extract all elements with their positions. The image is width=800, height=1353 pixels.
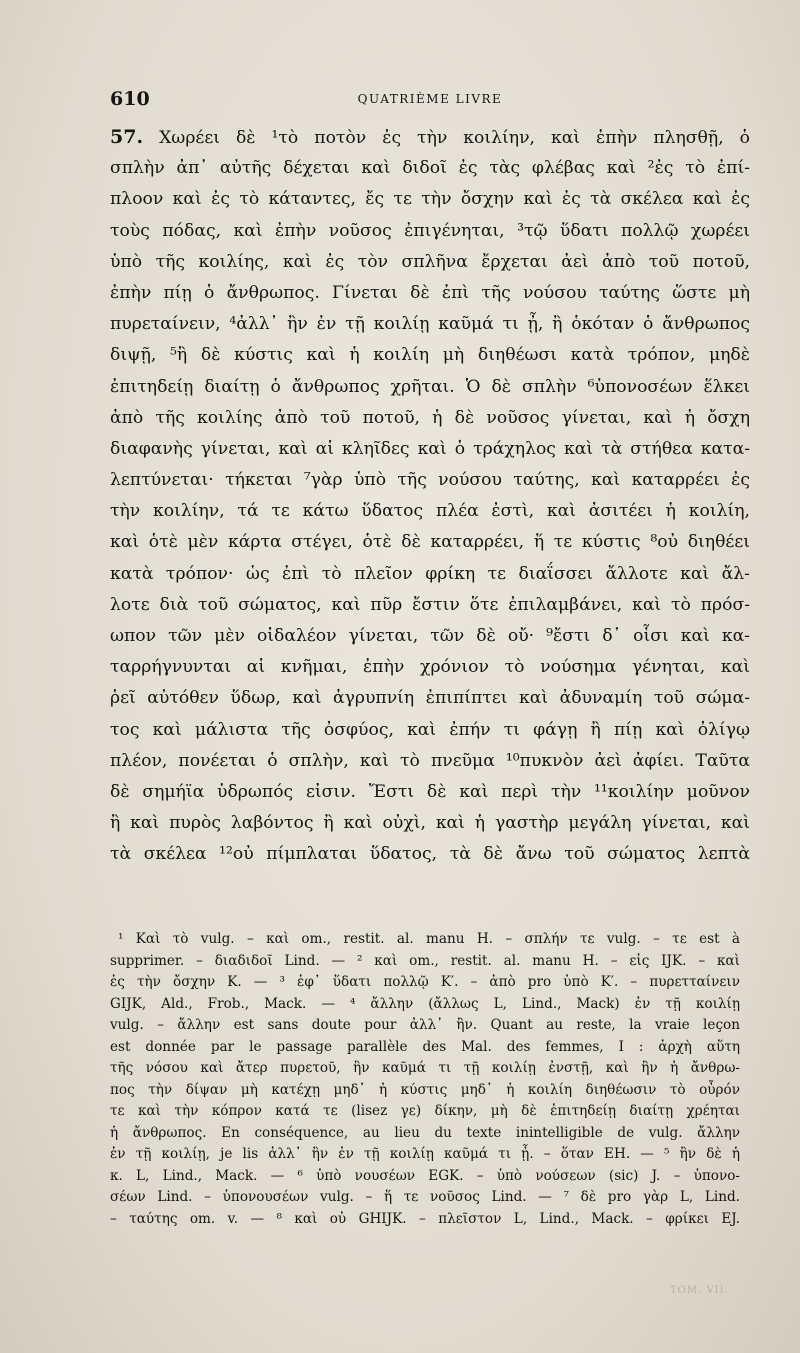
footnote-line: τε καὶ τὴν κόπρον κατά τε (lisez γε) δίκην, μὴ δὲ ἐπιτηδείῃ διαίτῃ χρέηται (110, 1103, 740, 1119)
text-line: λεπτύνεται· τήκεται ⁷γὰρ ὑπὸ τῆς νούσου ταύτης, καὶ καταρρέει ἐς (110, 470, 750, 491)
text-line: ῥεῖ αὐτόθεν ὕδωρ, καὶ ἀγρυπνίη ἐπιπίπτει καὶ ἀδυναμίη τοῦ σώμα- (110, 688, 750, 709)
text-line: τοὺς πόδας, καὶ ἐπὴν νοῦσος ἐπιγένηται, ³τῷ ὕδατι πολλῷ χωρέει (110, 220, 750, 241)
footnote-line: – ταύτης om. v. — ⁸ καὶ οὐ GHIJK. – πλεῖστον L, Lind., Mack. – φρίκει EJ. (110, 1210, 740, 1227)
text-line: διαφανὴς γίνεται, καὶ αἱ κληῖδες καὶ ὁ τράχηλος καὶ τὰ στήθεα κατα- (110, 438, 750, 459)
text-line: ἢ καὶ πυρὸς λαβόντος ἢ καὶ οὐχὶ, καὶ ἡ γαστὴρ μεγάλη γίνεται, καὶ (110, 813, 750, 834)
text-line: τὴν κοιλίην, τά τε κάτω ὕδατος πλέα ἐστὶ, καὶ ἀσιτέει ἡ κοιλίη, (110, 501, 750, 522)
footnote-line: ἐς τὴν ὄσχην K. — ³ ἐφ᾽ ὕδατι πολλῷ K′. – ἀπὸ pro ὑπὸ K′. – πυρετταίνειν (110, 974, 740, 990)
footnote-line: ἡ ἄνθρωπος. En conséquence, au lieu du texte inintelligible de vulg. ἄλλην (110, 1124, 740, 1141)
text-line: ἐπιτηδείῃ διαίτῃ ὁ ἄνθρωπος χρῆται. Ὁ δὲ σπλὴν ⁶ὑπονοσέων ἕλκει (110, 376, 750, 397)
text-line: λοτε διὰ τοῦ σώματος, καὶ πῦρ ἔστιν ὅτε ἐπιλαμβάνει, καὶ τὸ πρόσ- (110, 594, 750, 615)
text-line: ἀπὸ τῆς κοιλίης ἀπὸ τοῦ ποτοῦ, ἡ δὲ νοῦσος γίνεται, καὶ ἡ ὄσχη (110, 407, 750, 428)
footnote-line: ἐν τῇ κοιλίῃ, je lis ἀλλ᾽ ἢν ἐν τῇ κοιλίῃ καῦμά τι ᾖ. – ὅταν EH. — ⁵ ἢν δὲ ἡ (110, 1146, 740, 1162)
text-line: ωπον τῶν μὲν οἰδαλέον γίνεται, τῶν δὲ οὔ· ⁹ἔστι δ᾽ οἷσι καὶ κα- (110, 626, 750, 646)
text-line: πυρεταίνειν, ⁴ἀλλ᾽ ἢν ἐν τῇ κοιλίῃ καῦμά τι ᾖ, ἢ ὁκόταν ὁ ἄνθρωπος (110, 314, 750, 335)
text-line: διψῇ, ⁵ἢ δὲ κύστις καὶ ἡ κοιλίη μὴ διηθέωσι κατὰ τρόπον, μηδὲ (110, 345, 750, 366)
text-line: ὑπὸ τῆς κοιλίης, καὶ ἐς τὸν σπλῆνα ἔρχεται ἀεὶ ἀπὸ τοῦ ποτοῦ, (110, 251, 750, 272)
footnote-line: πος τὴν δίψαν μὴ κατέχῃ μηδ᾽ ἡ κύστις μηδ᾽ ἡ κοιλίη διηθέωσιν τὸ οὖρόν (110, 1081, 740, 1098)
footnote-line: κ. L, Lind., Mack. — ⁶ ὑπὸ νουσέων EGK. – ὑπὸ νούσεων (sic) J. – ὑπονο- (110, 1167, 740, 1184)
text-line: 57. Χωρέει δὲ ¹τὸ ποτὸν ἐς τὴν κοιλίην, καὶ ἐπὴν πλησθῇ, ὁ (110, 126, 750, 148)
text-line: καὶ ὁτὲ μὲν κάρτα στέγει, ὁτὲ δὲ καταρρέει, ἥ τε κύστις ⁸οὐ διηθέει (110, 532, 750, 553)
text-line: δὲ σημήϊα ὑδρωπός εἰσιν. Ἔστι δὲ καὶ περὶ τὴν ¹¹κοιλίην μοῦνον (110, 781, 750, 802)
page-number: 610 (110, 88, 150, 110)
footnotes (110, 929, 740, 1230)
text-line: ἐπὴν πίῃ ὁ ἄνθρωπος. Γίνεται δὲ ἐπὶ τῆς νούσου ταύτης ὥστε μὴ (110, 282, 750, 303)
footnote-line: τῆς νόσου καὶ ἄτερ πυρετοῦ, ἢν καῦμά τι τῇ κοιλίῃ ἐνστῇ, καὶ ἢν ἡ ἄνθρω- (110, 1060, 740, 1076)
text-line: τὰ σκέλεα ¹²οὐ πίμπλαται ὕδατος, τὰ δὲ ἄνω τοῦ σώματος λεπτὰ (110, 844, 750, 865)
footnote-line: GIJK, Ald., Frob., Mack. — ⁴ ἄλλην (ἄλλως L, Lind., Mack) ἐν τῇ κοιλίῃ (110, 995, 740, 1012)
signature-mark: TOM. VII. (670, 1285, 729, 1296)
text-line: πλέον, πονέεται ὁ σπλὴν, καὶ τὸ πνεῦμα ¹⁰πυκνὸν ἀεὶ ἀφίει. Ταῦτα (110, 750, 750, 771)
footnote-line: supprimer. – διαδιδοῖ Lind. — ² καὶ om., restit. al. manu H. – εἰς IJK. – καὶ (110, 952, 740, 969)
page-header (110, 88, 750, 114)
running-title: QUATRIÈME LIVRE (357, 92, 503, 106)
section-number: 57. (110, 126, 144, 148)
footnote-line: vulg. – ἄλλην est sans doute pour ἀλλ᾽ ἢν. Quant au reste, la vraie leçon (110, 1017, 740, 1033)
main-text (110, 122, 750, 871)
footnote-line: σέων Lind. – ὑπονουσέων vulg. – ἥ τε νοῦσος Lind. — ⁷ δὲ pro γὰρ L, Lind. (110, 1189, 740, 1205)
text-line: τος καὶ μάλιστα τῆς ὀσφύος, καὶ ἐπήν τι φάγῃ ἢ πίῃ καὶ ὀλίγῳ (110, 719, 750, 740)
footnote-line: est donnée par le passage parallèle des Mal. des femmes, I : ἀρχὴ αὕτη (110, 1038, 740, 1055)
footnote-line: ¹ Καὶ τὸ vulg. – καὶ om., restit. al. manu H. – σπλήν τε vulg. – τε est à (118, 931, 740, 947)
text-line: πλοον καὶ ἐς τὸ κάταντες, ἔς τε τὴν ὄσχην καὶ ἐς τὰ σκέλεα καὶ ἐς (110, 189, 750, 210)
text-line: σπλὴν ἀπ᾽ αὐτῆς δέχεται καὶ διδοῖ ἐς τὰς φλέβας καὶ ²ἐς τὸ ἐπί- (110, 158, 750, 179)
text-line: κατὰ τρόπον· ὡς ἐπὶ τὸ πλεῖον φρίκη τε διαΐσσει ἄλλοτε καὶ ἄλ- (110, 563, 750, 584)
text-line: ταρρήγνυνται αἱ κνῆμαι, ἐπὴν χρόνιον τὸ νούσημα γένηται, καὶ (110, 657, 750, 678)
